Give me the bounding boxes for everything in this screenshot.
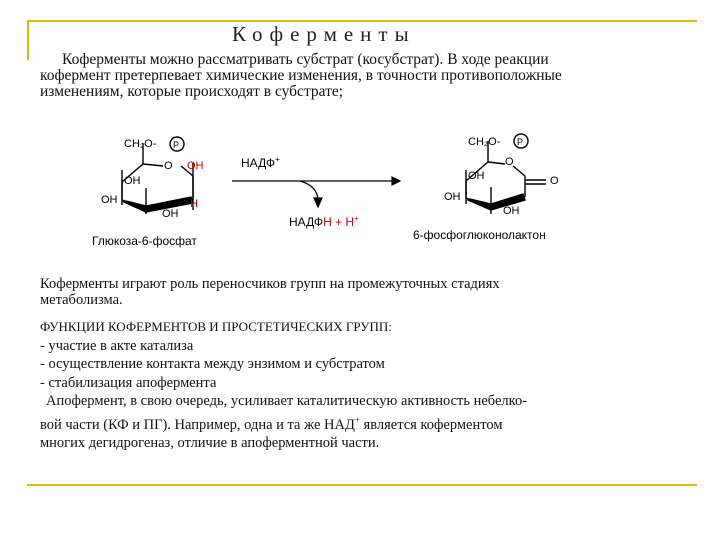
function-item-3: - стабилизация апофермента (40, 374, 217, 391)
apoenzyme-line-3: многих дегидрогеназ, отличие в апоферментной части. (40, 434, 380, 451)
intro-line-2: кофермент претерпевает химические изменения, в точности противоположные (40, 67, 562, 84)
nad-superscript: + (354, 414, 360, 425)
carrier-line-2: метаболизма. (40, 292, 123, 308)
carrier-line-1: Коферменты играют роль переносчиков групп на промежуточных стадиях (40, 276, 500, 292)
carrier-paragraph (40, 276, 640, 308)
left-oh-bottom-label: OH (162, 208, 179, 220)
apoenzyme-line-2-tail: является коферментом (359, 416, 503, 433)
right-ch2o-label: CH₂O- (468, 136, 501, 148)
function-item-1: - участие в акте катализа (40, 337, 194, 354)
reaction-arrow (232, 177, 400, 207)
apoenzyme-line-2 (40, 411, 700, 434)
intro-line-3: изменениям, которые происходят в субстрате; (40, 83, 344, 100)
slide-title: Коферменты (232, 22, 416, 46)
left-oh-upper-label: OH (124, 175, 141, 187)
right-oh-upper-label: OH (468, 170, 485, 182)
right-phosphate-label: P (517, 137, 524, 147)
functions-heading: ФУНКЦИИ КОФЕРМЕНТОВ И ПРОСТЕТИЧЕСКИХ ГРУПП: (40, 319, 392, 334)
cofactor-out-label: НАДФH + H+ (289, 214, 359, 229)
intro-line-1: Коферменты можно рассматривать субстрат (косубстрат). В ходе реакции (62, 51, 549, 68)
left-ring-oxygen-label: O (164, 160, 173, 172)
right-molecule-name: 6-фосфоглюконолактон (413, 228, 546, 242)
right-oh-bottom-label: OH (503, 205, 520, 217)
left-oh-lower-label: OH (101, 194, 118, 206)
right-carbonyl-oxygen-label: O (550, 175, 559, 187)
right-oh-left-label: OH (444, 191, 461, 203)
left-h-label: H (190, 198, 198, 210)
left-molecule-name: Глюкоза-6-фосфат (92, 234, 197, 248)
function-item-2: - осуществление контакта между энзимом и субстратом (40, 356, 385, 372)
functions-section (40, 318, 700, 452)
cofactor-in-label: НАДФ+ (241, 155, 280, 170)
left-phosphate-label: P (173, 140, 180, 150)
apoenzyme-line-2-text: вой части (КФ и ПГ). Например, одна и та же НАД (40, 416, 355, 433)
left-ch2o-label: CH₂O- (124, 138, 157, 150)
apoenzyme-line-1: Апофермент, в свою очередь, усиливает каталитическую активность небелко- (46, 393, 528, 409)
right-ring-oxygen-label: O (505, 156, 514, 168)
left-oh-top-right-label: OH (187, 160, 204, 172)
